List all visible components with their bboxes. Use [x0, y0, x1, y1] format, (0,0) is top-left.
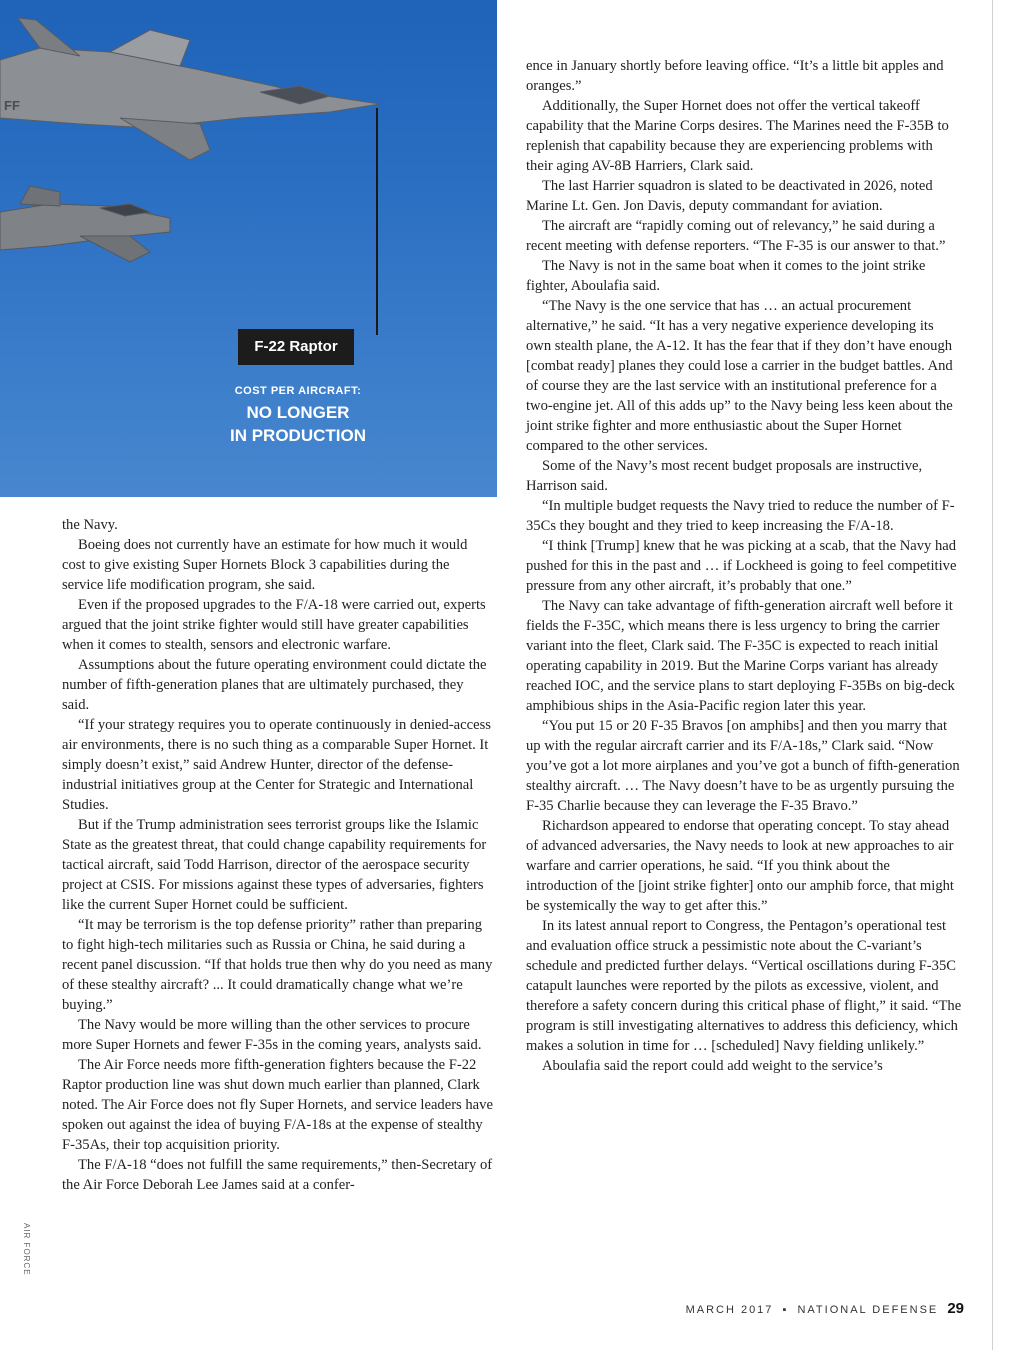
paragraph: “You put 15 or 20 F-35 Bravos [on amphibs] and then you marry that up with the regular aircraft carrier and its F/A-18s,” Clark said. “Now you’ve got a lot more airplanes and you’ve got a bunch of fifth-generation stealthy aircraft. … The Navy doesn’t have to be as urgently pursuing the F-35 Charlie because they can leverage the F-35 Bravo.”: [526, 718, 960, 814]
aircraft-label: F-22 Raptor: [238, 329, 354, 365]
cost-value: [200, 401, 396, 447]
paragraph: “If your strategy requires you to operate continuously in denied-access air environments, there is no such thing as a comparable Super Hornet. It simply doesn’t exist,” said Andrew Hunter, director of the defense-industrial initiatives group at the Center for Strategic and International Studies.: [62, 717, 491, 813]
paragraph: Assumptions about the future operating environment could dictate the number of fifth-generation planes that are ultimately purchased, they said.: [62, 657, 487, 713]
f35-jet: [0, 186, 170, 262]
callout-line: [376, 108, 378, 335]
photo-credit: AIR FORCE: [22, 1223, 31, 1276]
cost-callout: [200, 385, 396, 447]
issue-date: MARCH 2017: [685, 1304, 774, 1316]
paragraph: The Air Force needs more fifth-generation fighters because the F-22 Raptor production line was shut down much earlier than planned, Clark noted. The Air Force does not fly Super Hornets, and service leaders have spoken out against the idea of buying F/A-18s at the expense of stealthy F-35As, their top acquisition priority.: [62, 1057, 493, 1153]
page-edge-rule: [992, 0, 993, 1350]
publication-name: NATIONAL DEFENSE: [797, 1304, 939, 1316]
footer-separator: ▪: [782, 1304, 789, 1316]
paragraph: The aircraft are “rapidly coming out of relevancy,” he said during a recent meeting with defense reporters. “The F-35 is our answer to that.”: [526, 218, 946, 254]
paragraph: Additionally, the Super Hornet does not offer the vertical takeoff capability that the Marine Corps desires. The Marines need the F-35B to replenish that capability because they are experiencing problems with their aging AV-8B Harriers, Clark said.: [526, 98, 949, 174]
paragraph: The F/A-18 “does not fulfill the same requirements,” then-Secretary of the Air Force Deborah Lee James said at a confer-: [62, 1157, 493, 1193]
cost-value-line-2: IN PRODUCTION: [230, 426, 366, 445]
paragraph: Richardson appeared to endorse that operating concept. To stay ahead of advanced adversaries, the Navy needs to look at new approaches to air warfare and carrier operations, he said. “If you think about the introduction of the [joint strike fighter] onto our amphib force, that might be systemically the way to get after this.”: [526, 818, 954, 914]
tail-code: FF: [4, 98, 20, 113]
paragraph: ence in January shortly before leaving office. “It’s a little bit apples and oranges.”: [526, 58, 944, 94]
left-column: [62, 515, 494, 1195]
paragraph: But if the Trump administration sees terrorist groups like the Islamic State as the greatest threat, that could change capability requirements for tactical aircraft, said Todd Harrison, director of the aerospace security project at CSIS. For missions against these types of adversaries, fighters like the current Super Hornet could be sufficient.: [62, 817, 487, 913]
paragraph: “In multiple budget requests the Navy tried to reduce the number of F-35Cs they bought and they tried to keep increasing the F/A-18.: [526, 498, 955, 534]
page-footer: [686, 1300, 964, 1317]
right-column: [526, 56, 962, 1076]
paragraph: Some of the Navy’s most recent budget proposals are instructive, Harrison said.: [526, 458, 923, 494]
paragraph: The Navy would be more willing than the other services to procure more Super Hornets and fewer F-35s in the coming years, analysts said.: [62, 1017, 482, 1053]
paragraph: The Navy can take advantage of fifth-generation aircraft well before it fields the F-35C, which means there is less urgency to bring the carrier variant into the fleet, Clark said. The F-35C is expected to reach initial operating capability in 2019. But the Marine Corps variant has already reached IOC, and the service plans to start deploying F-35Bs on big-deck amphibious ships in the Asia-Pacific region later this year.: [526, 598, 955, 714]
cost-label: COST PER AIRCRAFT:: [234, 385, 362, 397]
paragraph: Aboulafia said the report could add weight to the service’s: [542, 1058, 883, 1074]
paragraph: “The Navy is the one service that has … an actual procurement alternative,” he said. “It has a very negative experience developing its own stealth plane, the A-12. It has the fear that if they don’t have enough [combat ready] planes they could lose a carrier in the budget battles. And of course they are the last service with an institutional preference for a two-engine jet. All of this adds up” to the Navy being less keen about the joint strike fighter and more enthusiastic about the Super Hornet compared to the other services.: [526, 298, 953, 454]
paragraph: “It may be terrorism is the top defense priority” rather than preparing to fight high-tech militaries such as Russia or China, he said during a recent panel discussion. “If that holds true then why do you need as many of these stealthy aircraft? ... It could dramatically change what we’re buying.”: [62, 917, 493, 1013]
paragraph: Boeing does not currently have an estimate for how much it would cost to give existing Super Hornets Block 3 capabilities during the service life modification program, she said.: [62, 537, 468, 593]
paragraph: In its latest annual report to Congress, the Pentagon’s operational test and evaluation office struck a pessimistic note about the C-variant’s schedule and predicted further delays. “Vertical oscillations during F-35C catapult launches were reported by the pilots as excessive, violent, and therefore a safety concern during this critical phase of flight,” it said. “The program is still investigating alternatives to address this deficiency, which makes a solution in time for … [scheduled] Navy fielding unlikely.”: [526, 918, 962, 1054]
paragraph: Even if the proposed upgrades to the F/A-18 were carried out, experts argued that the joint strike fighter would still have greater capabilities when it comes to stealth, sensors and electronic warfare.: [62, 597, 486, 653]
paragraph: The last Harrier squadron is slated to be deactivated in 2026, noted Marine Lt. Gen. Jon Davis, deputy commandant for aviation.: [526, 178, 933, 214]
f22-jet: [0, 18, 380, 160]
paragraph: “I think [Trump] knew that he was picking at a scab, that the Navy had pushed for this in the past and … if Lockheed is going to feel competitive pressure from any other aircraft, it’s probably that one.”: [526, 538, 957, 594]
paragraph: The Navy is not in the same boat when it comes to the joint strike fighter, Aboulafia said.: [526, 258, 926, 294]
cost-value-line-1: NO LONGER: [246, 403, 350, 422]
page-number: 29: [947, 1300, 964, 1317]
aircraft-photo: [0, 0, 497, 497]
paragraph: the Navy.: [62, 517, 118, 533]
